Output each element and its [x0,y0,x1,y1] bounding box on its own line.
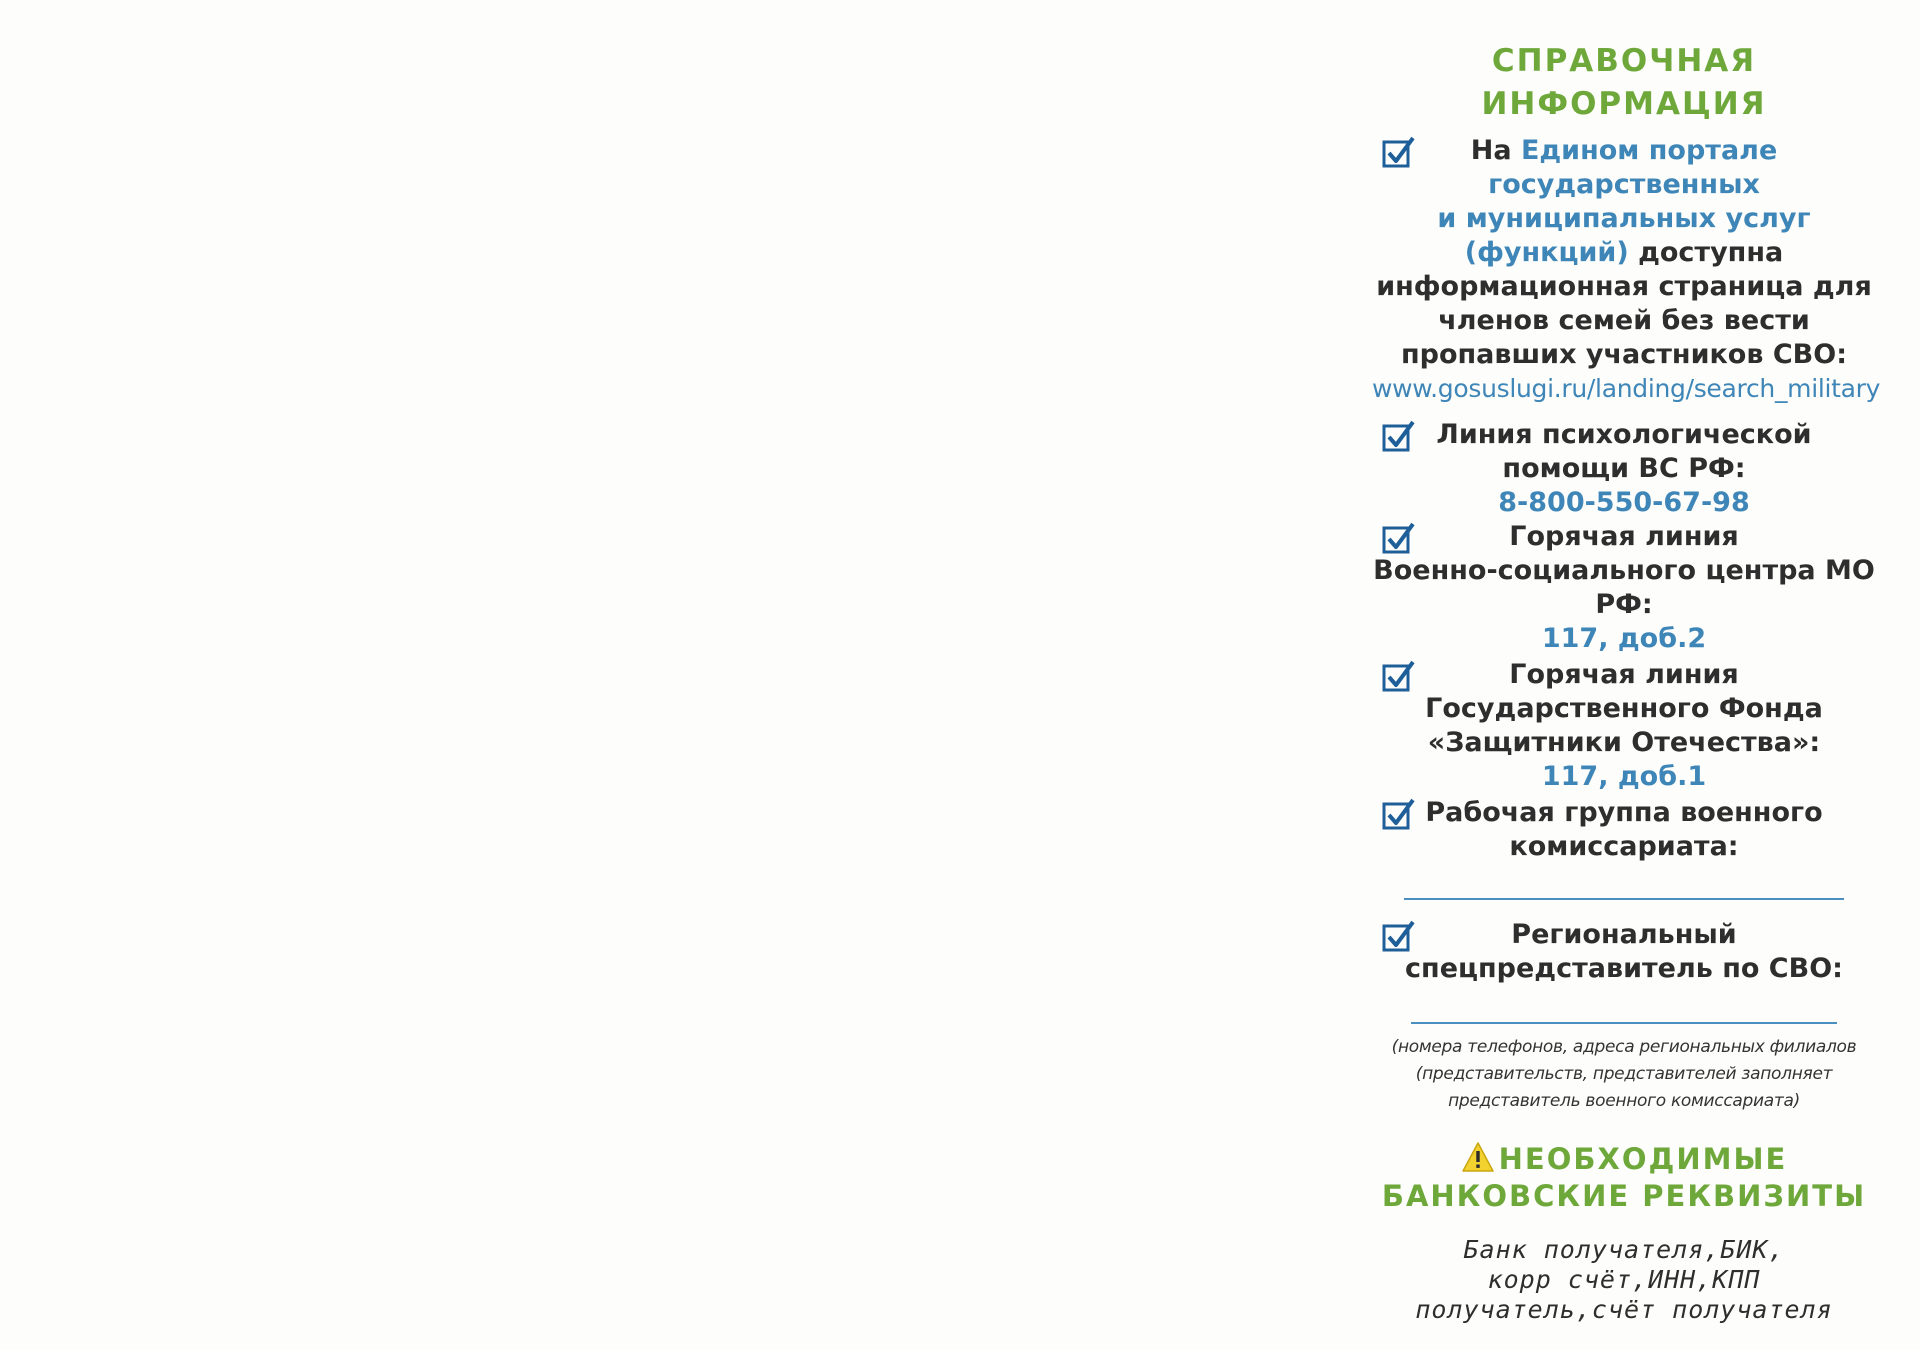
checked-checkbox-icon [1382,920,1416,954]
checked-checkbox-icon [1382,522,1416,556]
regional-line2: спецпредставитель по СВО: [1405,953,1843,984]
fill-in-note [1372,1034,1876,1115]
portal-link-line3: и муниципальных услуг [1437,203,1811,234]
portal-text-line5: информационная страница для [1376,271,1872,302]
workgroup-text [1372,796,1876,864]
regional-item [1372,918,1876,1024]
hotline-mo-line2: Военно-социального центра МО РФ: [1373,555,1875,620]
portal-text-line4: доступна [1628,237,1784,268]
note-line2: (представительств, представителей заполняет [1415,1064,1833,1084]
warning-triangle-icon [1461,1141,1495,1173]
bank-heading-line1: НЕОБХОДИМЫЕ [1498,1142,1788,1176]
portal-url-link[interactable]: www.gosuslugi.ru/landing/search_military [1372,374,1881,403]
hotline-mo-text [1372,520,1876,656]
hotline-fund-line1: Горячая линия [1509,659,1739,690]
regional-line1: Региональный [1511,919,1737,950]
note-line3: представитель военного комиссариата) [1448,1091,1800,1111]
hotline-fund-item [1372,658,1876,794]
psych-phone[interactable]: 8-800-550-67-98 [1498,487,1750,518]
psych-line2: помощи ВС РФ: [1502,453,1746,484]
portal-text-line7: пропавших участников СВО: [1401,339,1847,370]
hotline-fund-text [1372,658,1876,794]
checked-checkbox-icon [1382,798,1416,832]
portal-link-line4: (функций) [1464,237,1629,268]
portal-link-line2: государственных [1488,169,1760,200]
hotline-fund-line2: Государственного Фонда [1425,693,1823,724]
bank-line2: корр счёт,ИНН,КПП [1487,1265,1761,1294]
workgroup-line1: Рабочая группа военного [1425,797,1823,828]
portal-text-line6: членов семей без вести [1438,305,1810,336]
note-line1: (номера телефонов, адреса региональных филиалов [1391,1037,1857,1057]
workgroup-fill-line [1404,898,1844,900]
bank-details [1372,1235,1876,1325]
hotline-fund-phone[interactable]: 117, доб.1 [1541,761,1707,792]
regional-text [1372,918,1876,986]
workgroup-item [1372,796,1876,900]
checked-checkbox-icon [1382,136,1416,170]
bank-heading-line2: БАНКОВСКИЕ РЕКВИЗИТЫ [1381,1179,1867,1213]
workgroup-line2: комиссариата: [1509,831,1739,862]
regional-fill-line [1411,1022,1837,1024]
psych-help-text [1372,418,1876,520]
checked-checkbox-icon [1382,660,1416,694]
reference-info-column [1372,40,1881,1325]
portal-item [1372,134,1881,406]
reference-heading-line2: ИНФОРМАЦИЯ [1481,86,1767,122]
checked-checkbox-icon [1382,420,1416,454]
bank-line3: получатель,счёт получателя [1415,1295,1833,1324]
portal-text [1372,134,1881,406]
portal-prefix: На [1470,135,1521,166]
hotline-mo-line1: Горячая линия [1509,521,1739,552]
hotline-fund-line3: «Защитники Отечества»: [1427,727,1821,758]
hotline-mo-phone[interactable]: 117, доб.2 [1541,623,1707,654]
psych-help-item [1372,418,1876,520]
reference-heading [1372,40,1876,126]
portal-link-line1: Едином портале [1520,135,1778,166]
psych-line1: Линия психологической [1436,419,1812,450]
bank-heading [1372,1141,1876,1215]
hotline-mo-item [1372,520,1876,656]
reference-heading-line1: СПРАВОЧНАЯ [1491,43,1757,79]
bank-line1: Банк получателя,БИК, [1463,1235,1785,1264]
